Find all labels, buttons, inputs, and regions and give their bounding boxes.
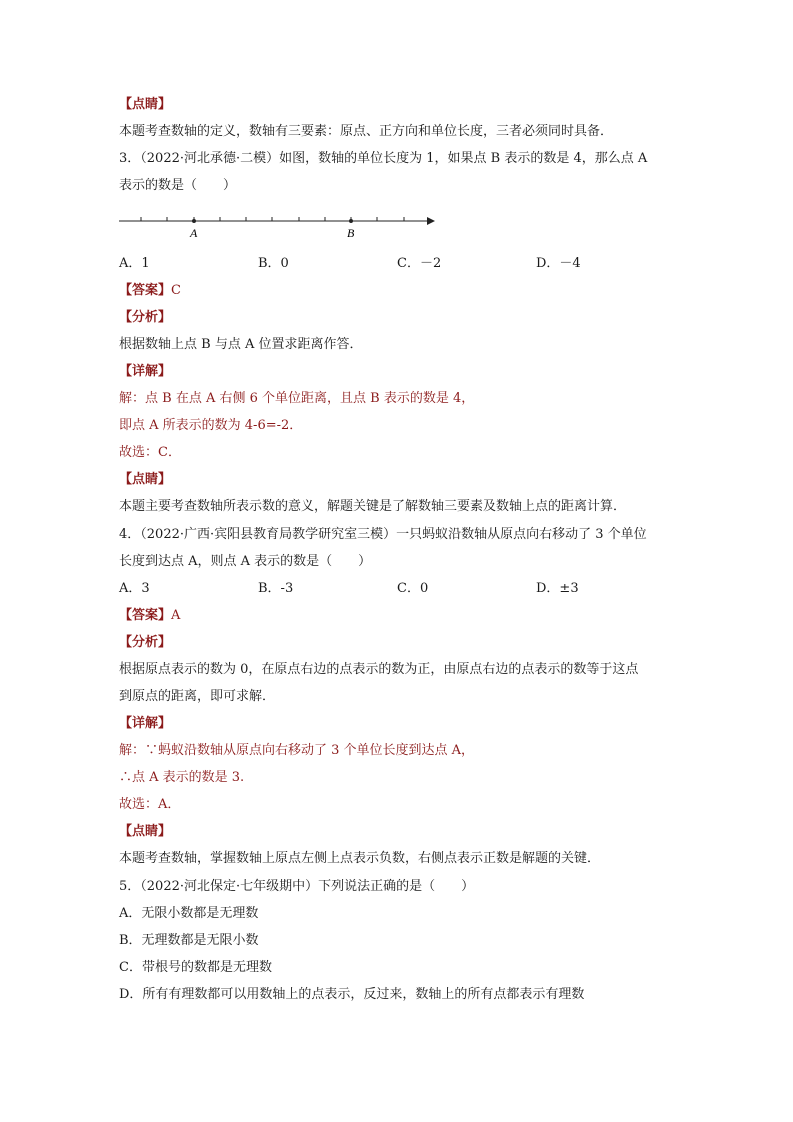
q4-answer: 【答案】A xyxy=(119,608,181,623)
q3-choice: 故选：C． xyxy=(119,445,181,460)
q3-option-d: D．－4 xyxy=(536,256,581,271)
point-a-label: A xyxy=(190,226,198,240)
q3-analysis-tag: 【分析】 xyxy=(119,310,172,325)
q3-option-c: C．－2 xyxy=(397,256,442,271)
question-3-text: 3．（2022·河北承德·二模）如图，数轴的单位长度为 1，如果点 B 表示的数是 4，那么点 A xyxy=(119,151,648,166)
question-3-text-cont: 表示的数是（ ） xyxy=(119,178,237,193)
q4-detail-tag: 【详解】 xyxy=(119,716,172,731)
note-text: 本题考查数轴的定义，数轴有三要素：原点、正方向和单位长度，三者必须同时具备． xyxy=(119,124,614,139)
q4-option-c: C．0 xyxy=(397,581,429,596)
q4-analysis-line2: 到原点的距离，即可求解． xyxy=(119,689,276,704)
q4-detail-line1: 解：∵蚂蚁沿数轴从原点向右移动了 3 个单位长度到达点 A， xyxy=(119,743,475,758)
point-a-dot xyxy=(192,219,196,223)
q3-note-tag: 【点睛】 xyxy=(119,472,172,487)
q4-option-a: A．3 xyxy=(119,581,150,596)
q4-option-d: D．±3 xyxy=(536,581,579,596)
q3-detail-line2: 即点 A 所表示的数为 4-6=-2． xyxy=(119,418,303,433)
q3-detail-tag: 【详解】 xyxy=(119,364,172,379)
question-4-text-cont: 长度到达点 A，则点 A 表示的数是（ ） xyxy=(119,554,372,569)
q3-analysis-text: 根据数轴上点 B 与点 A 位置求距离作答． xyxy=(119,337,363,352)
number-line-ticks xyxy=(141,217,404,221)
q5-option-b: B．无理数都是无限小数 xyxy=(119,933,259,948)
note-tag: 【点睛】 xyxy=(119,97,172,112)
q4-choice: 故选：A． xyxy=(119,797,181,812)
point-b-label: B xyxy=(347,226,355,240)
q5-option-d: D．所有有理数都可以用数轴上的点表示，反过来，数轴上的所有点都表示有理数 xyxy=(119,987,585,1002)
q5-option-a: A．无限小数都是无理数 xyxy=(119,906,259,921)
q4-detail-line2: ∴点 A 表示的数是 3. xyxy=(119,770,245,785)
q4-note-tag: 【点睛】 xyxy=(119,824,172,839)
point-b-dot xyxy=(349,219,353,223)
q4-option-b: B．-3 xyxy=(258,581,294,596)
q3-detail-line1: 解：点 B 在点 A 右侧 6 个单位距离，且点 B 表示的数是 4， xyxy=(119,391,475,406)
question-4-text: 4．（2022·广西·宾阳县教育局教学研究室三模）一只蚂蚁沿数轴从原点向右移动了 3 个单位 xyxy=(119,527,647,542)
q5-option-c: C．带根号的数都是无理数 xyxy=(119,960,272,975)
q3-option-b: B．0 xyxy=(258,256,289,271)
q4-analysis-tag: 【分析】 xyxy=(119,635,172,650)
q4-note-text: 本题考查数轴，掌握数轴上原点左侧上点表示负数，右侧点表示正数是解题的关键． xyxy=(119,851,601,866)
number-line-figure xyxy=(119,210,439,240)
q4-analysis-line1: 根据原点表示的数为 0，在原点右边的点表示的数为正，由原点右边的点表示的数等于这点 xyxy=(119,662,639,677)
question-5-text: 5．（2022·河北保定·七年级期中）下列说法正确的是（ ） xyxy=(119,879,475,894)
q3-answer: 【答案】C xyxy=(119,283,181,298)
q3-note-text: 本题主要考查数轴所表示数的意义，解题关键是了解数轴三要素及数轴上点的距离计算． xyxy=(119,499,627,514)
q3-option-a: A．1 xyxy=(119,256,150,271)
number-line-arrow-icon xyxy=(427,217,435,225)
